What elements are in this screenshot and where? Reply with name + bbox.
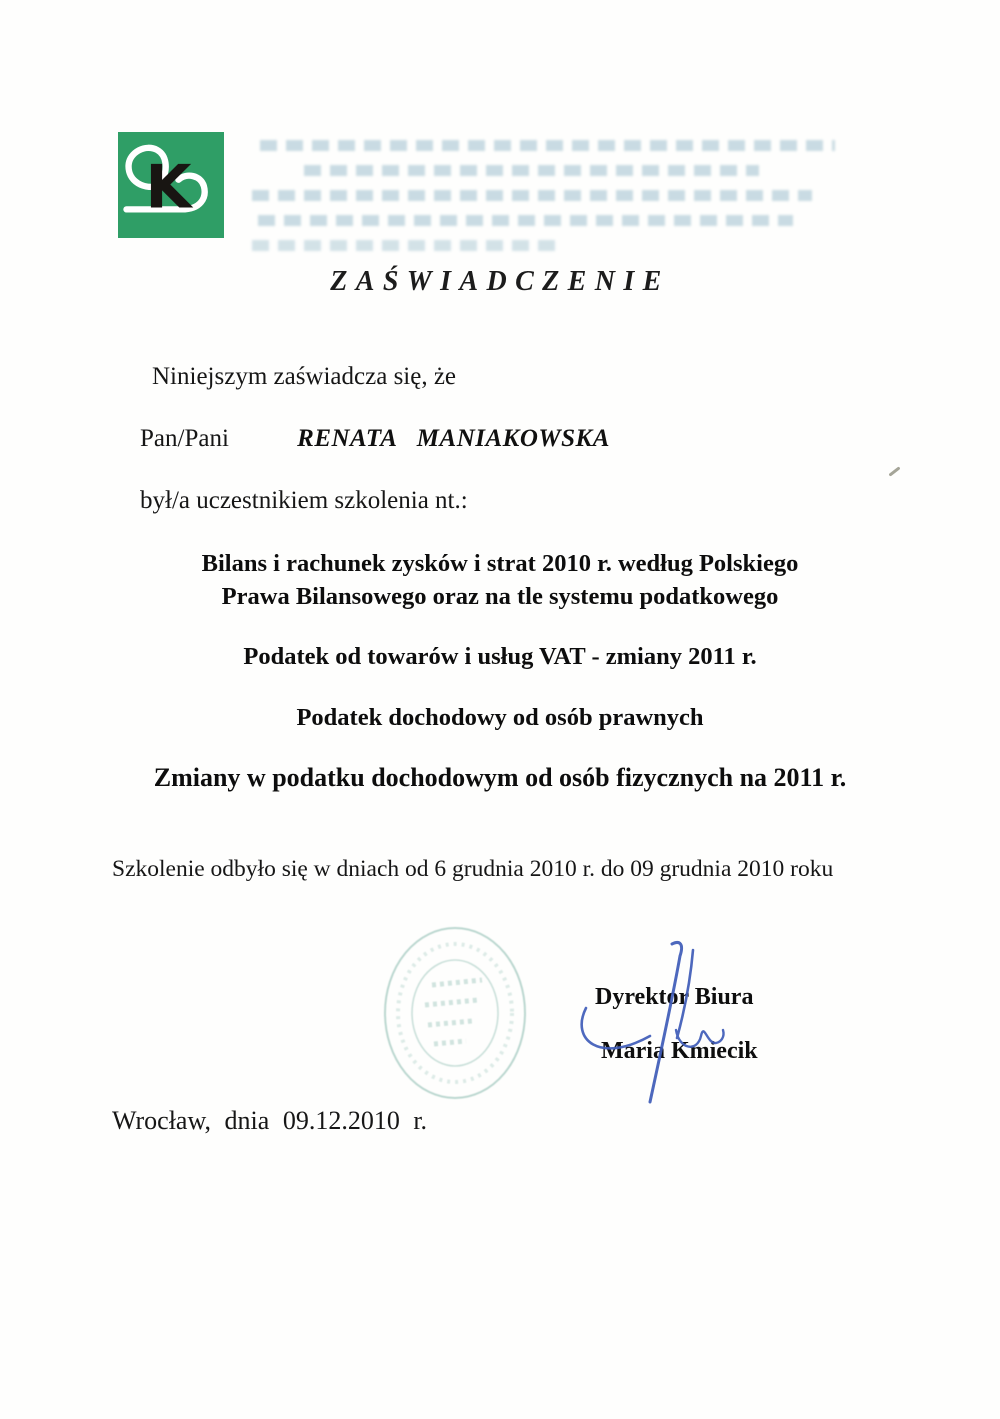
place-date-line: Wrocław, dnia 09.12.2010 r. [112, 1106, 428, 1135]
topic-line: Podatek od towarów i usług VAT - zmiany 2011 r. [243, 643, 757, 670]
stray-ink-mark [888, 466, 900, 476]
faint-stamp-line [252, 240, 562, 251]
topic-line: Podatek dochodowy od osób prawnych [296, 704, 704, 731]
faint-stamp-line [258, 215, 793, 226]
faint-stamp-line [304, 165, 759, 176]
certificate-title: ZAŚWIADCZENIE [330, 266, 670, 297]
signer-title: Dyrektor Biura [595, 984, 754, 1010]
signer-name: Maria Kmiecik [601, 1038, 758, 1064]
round-stamp [375, 920, 565, 1120]
participant-name: RENATA MANIAKOWSKA [297, 425, 610, 452]
participation-line: był/a uczestnikiem szkolenia nt.: [140, 487, 468, 514]
handwritten-signature [560, 928, 760, 1113]
salutation-label: Pan/Pani [140, 425, 229, 452]
faint-stamp-line [252, 190, 812, 201]
topic-line: Zmiany w podatku dochodowym od osób fizycznych na 2011 r. [153, 763, 847, 792]
sk-logo-icon [118, 132, 224, 238]
intro-line: Niniejszym zaświadcza się, że [152, 363, 457, 390]
logo-letter: K [145, 152, 192, 222]
topic-line: Prawa Bilansowego oraz na tle systemu podatkowego [221, 583, 779, 610]
training-dates-line: Szkolenie odbyło się w dniach od 6 grudnia 2010 r. do 09 grudnia 2010 roku [112, 856, 834, 882]
faint-header-stamp [252, 140, 842, 265]
participant-row [140, 425, 610, 453]
topic-line: Bilans i rachunek zysków i strat 2010 r. według Polskiego [201, 550, 799, 577]
faint-stamp-line [260, 140, 835, 151]
